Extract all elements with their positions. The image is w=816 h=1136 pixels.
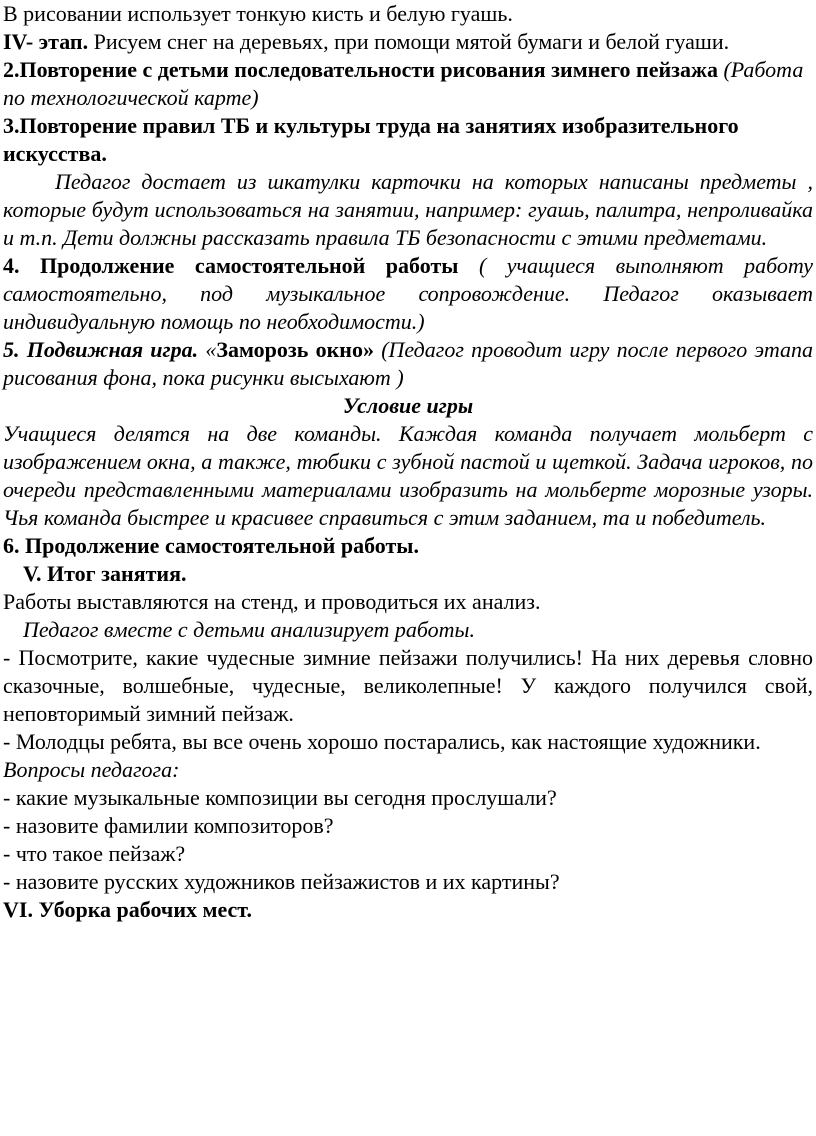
question-item (3, 868, 813, 896)
text: Вопросы педагога: (3, 757, 180, 782)
text: - Посмотрите, какие чудесные зимние пейзажи получились! На них деревья словно сказочные, волшебные, чудесные, великолепные! У каждого получился свой, неповторимый зимний пейзаж. (3, 645, 813, 726)
text: - назовите русских художников пейзажистов и их картины? (3, 869, 560, 894)
question-item (3, 840, 813, 868)
text: - какие музыкальные композиции вы сегодня прослушали? (3, 785, 557, 810)
heading-text: VI. Уборка рабочих мест. (3, 897, 252, 922)
section-2-heading (3, 56, 813, 112)
game-conditions-title (3, 392, 813, 420)
section-5-heading (3, 336, 813, 392)
paragraph-works-displayed (3, 588, 813, 616)
heading-note: (Работа по технологической карте) (3, 57, 804, 110)
quote-open: « (198, 337, 217, 362)
heading-note: ( учащиеся выполняют работу самостоятельно, под музыкальное сопровождение. Педагог оказывает индивидуальную помощь по необходимости.) (3, 253, 813, 334)
heading-text: 3.Повторение правил ТБ и культуры труда на занятиях изобразительного искусства. (3, 113, 739, 166)
paragraph-well-done (3, 728, 813, 756)
heading-text: 2.Повторение с детьми последовательности рисования зимнего пейзажа (3, 57, 718, 82)
text: Рисуем снег на деревьях, при помощи мятой бумаги и белой гуаши. (88, 29, 730, 54)
heading-text: V. Итог занятия. (23, 561, 187, 586)
question-item (3, 812, 813, 840)
stage-vi-heading (3, 896, 813, 924)
title-text: Условие игры (342, 393, 474, 418)
heading-text: 5. Подвижная игра. (3, 337, 199, 362)
paragraph-stage-iv (3, 28, 813, 56)
paragraph-teacher-analysis (3, 616, 813, 644)
heading-note: (Педагог проводит игру после первого этапа рисования фона, пока рисунки высыхают ) (3, 337, 813, 390)
question-item (3, 784, 813, 812)
text: - Молодцы ребята, вы все очень хорошо постарались, как настоящие художники. (3, 729, 761, 754)
text: Работы выставляются на стенд, и проводиться их анализ. (3, 589, 541, 614)
stage-iv-heading: IV- этап. (3, 29, 89, 54)
paragraph-brush-gouache (3, 0, 813, 28)
text: - назовите фамилии композиторов? (3, 813, 334, 838)
teacher-questions-title (3, 756, 813, 784)
paragraph-game-conditions (3, 420, 813, 532)
paragraph-teacher-cards (3, 168, 813, 252)
heading-text: 6. Продолжение самостоятельной работы. (3, 533, 419, 558)
section-6-heading (3, 532, 813, 560)
text: Педагог достает из шкатулки карточки на которых написаны предметы , которые будут использоваться на занятии, например: гуашь, палитра, непроливайка и т.п. Дети должны рассказать правила ТБ безопасности с этими предметами. (3, 169, 813, 250)
game-name: Заморозь окно» (216, 337, 374, 362)
section-4-heading (3, 252, 813, 336)
text: - что такое пейзаж? (3, 841, 186, 866)
section-3-heading (3, 112, 813, 168)
text: В рисовании использует тонкую кисть и белую гуашь. (3, 1, 513, 26)
heading-text: 4. Продолжение самостоятельной работы (3, 253, 459, 278)
text: Учащиеся делятся на две команды. Каждая команда получает мольберт с изображением окна, а также, тюбики с зубной пастой и щеткой. Задача игроков, по очереди представленными материалами изобразить на мольберте морозные узоры. Чья команда быстрее и красивее справиться с этим заданием, та и победитель. (3, 421, 813, 530)
text: Педагог вместе с детьми анализирует работы. (23, 617, 475, 642)
paragraph-look-landscapes (3, 644, 813, 728)
stage-v-heading (3, 560, 813, 588)
